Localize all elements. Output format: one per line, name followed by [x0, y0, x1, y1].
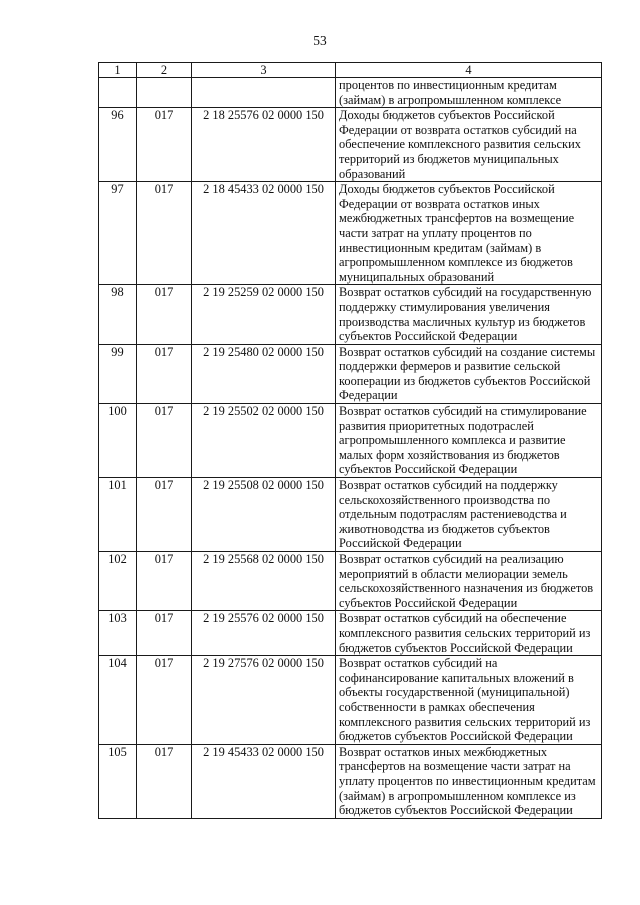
administrator-code-cell: 017	[137, 611, 192, 656]
table-row	[99, 285, 602, 344]
row-number-cell: 102	[99, 552, 137, 611]
budget-classification-code-cell: 2 18 45433 02 0000 150	[192, 182, 336, 285]
income-name-cell: процентов по инвестиционным кредитам (займам) в агропромышленном комплексе	[336, 78, 602, 108]
administrator-code-cell: 017	[137, 656, 192, 745]
income-name-cell: Возврат остатков субсидий на поддержку сельскохозяйственного производства по отдельным подотраслям растениеводства и животноводства из бюджетов субъектов Российской Федерации	[336, 478, 602, 552]
administrator-code-cell: 017	[137, 744, 192, 818]
income-name-cell: Возврат остатков субсидий на обеспечение комплексного развития сельских территорий из бюджетов субъектов Российской Федерации	[336, 611, 602, 656]
column-header: 4	[336, 63, 602, 78]
budget-classification-code-cell: 2 19 25576 02 0000 150	[192, 611, 336, 656]
budget-classification-code-cell: 2 19 25259 02 0000 150	[192, 285, 336, 344]
budget-classification-code-cell: 2 19 27576 02 0000 150	[192, 656, 336, 745]
column-header: 3	[192, 63, 336, 78]
administrator-code-cell: 017	[137, 344, 192, 403]
table-row	[99, 182, 602, 285]
administrator-code-cell: 017	[137, 182, 192, 285]
row-number-cell: 97	[99, 182, 137, 285]
income-name-cell: Возврат остатков субсидий на реализацию мероприятий в области мелиорации земель сельскохозяйственного назначения из бюджетов субъектов Российской Федерации	[336, 552, 602, 611]
row-number-cell: 98	[99, 285, 137, 344]
administrator-code-cell: 017	[137, 404, 192, 478]
budget-classification-code-cell: 2 19 25480 02 0000 150	[192, 344, 336, 403]
row-number-cell: 105	[99, 744, 137, 818]
administrator-code-cell: 017	[137, 478, 192, 552]
row-number-cell	[99, 78, 137, 108]
administrator-code-cell: 017	[137, 552, 192, 611]
table-row	[99, 404, 602, 478]
income-name-cell: Доходы бюджетов субъектов Российской Федерации от возврата остатков субсидий на обеспечение комплексного развития сельских территорий из бюджетов муниципальных образований	[336, 108, 602, 182]
table-row	[99, 656, 602, 745]
income-name-cell: Возврат остатков иных межбюджетных трансфертов на возмещение части затрат на уплату процентов по инвестиционным кредитам (займам) в агропромышленном комплексе из бюджетов субъектов Российской Федерации	[336, 744, 602, 818]
row-number-cell: 103	[99, 611, 137, 656]
income-name-cell: Возврат остатков субсидий на создание системы поддержки фермеров и развитие сельской кооперации из бюджетов субъектов Российской Федерации	[336, 344, 602, 403]
budget-classification-code-cell: 2 18 25576 02 0000 150	[192, 108, 336, 182]
income-name-cell: Возврат остатков субсидий на государственную поддержку стимулирования увеличения производства масличных культур из бюджетов субъектов Российской Федерации	[336, 285, 602, 344]
table-row	[99, 344, 602, 403]
budget-classification-code-cell: 2 19 25568 02 0000 150	[192, 552, 336, 611]
table-row	[99, 478, 602, 552]
table-row	[99, 552, 602, 611]
row-number-cell: 99	[99, 344, 137, 403]
budget-classification-code-cell	[192, 78, 336, 108]
administrator-code-cell: 017	[137, 108, 192, 182]
column-header: 2	[137, 63, 192, 78]
row-number-cell: 104	[99, 656, 137, 745]
table-row	[99, 744, 602, 818]
administrator-code-cell	[137, 78, 192, 108]
table-body	[99, 78, 602, 819]
table-row	[99, 611, 602, 656]
table-row	[99, 108, 602, 182]
row-number-cell: 101	[99, 478, 137, 552]
page-number: 53	[313, 33, 327, 48]
budget-classification-code-cell: 2 19 25502 02 0000 150	[192, 404, 336, 478]
budget-codes-table	[98, 62, 602, 819]
income-name-cell: Доходы бюджетов субъектов Российской Федерации от возврата остатков иных межбюджетных трансфертов на возмещение части затрат на уплату процентов по инвестиционным кредитам (займам) в агропромышленном комплексе из бюджетов муниципальных образований	[336, 182, 602, 285]
administrator-code-cell: 017	[137, 285, 192, 344]
budget-classification-code-cell: 2 19 25508 02 0000 150	[192, 478, 336, 552]
income-name-cell: Возврат остатков субсидий на стимулирование развития приоритетных подотраслей агропромышленного комплекса и развитие малых форм хозяйствования из бюджетов субъектов Российской Федерации	[336, 404, 602, 478]
row-number-cell: 100	[99, 404, 137, 478]
table-row	[99, 78, 602, 108]
column-header: 1	[99, 63, 137, 78]
income-name-cell: Возврат остатков субсидий на софинансирование капитальных вложений в объекты государственной (муниципальной) собственности в рамках обеспечения комплексного развития сельских территорий из бюджетов субъектов Российской Федерации	[336, 656, 602, 745]
budget-classification-code-cell: 2 19 45433 02 0000 150	[192, 744, 336, 818]
row-number-cell: 96	[99, 108, 137, 182]
table-header-row	[99, 63, 602, 78]
